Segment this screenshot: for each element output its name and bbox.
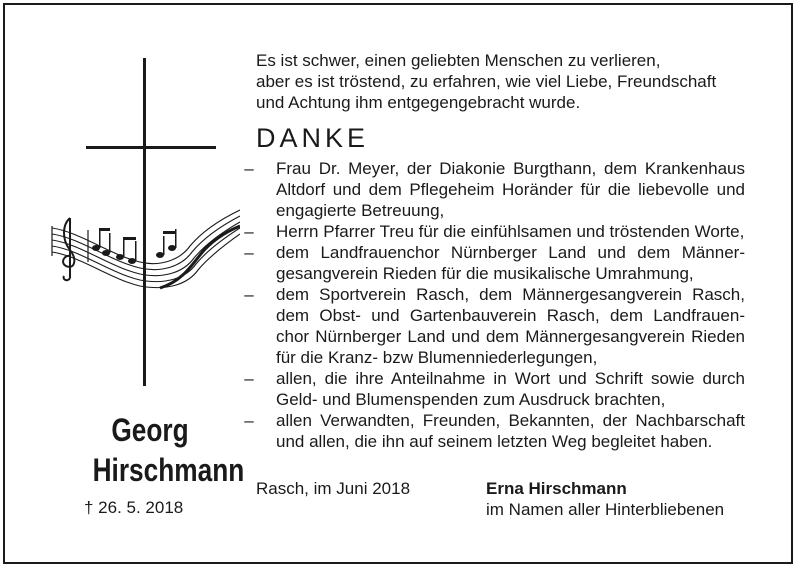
deceased-first-name: Georg	[111, 412, 189, 448]
thanks-list	[244, 158, 745, 452]
list-item	[244, 368, 745, 410]
item-line: und allen, die ihn auf seinem letzten Weg begleitet haben.	[276, 432, 713, 451]
list-item	[244, 284, 745, 368]
item-line: für die Kranz- bzw Blumenniederlegungen,	[276, 348, 598, 367]
signer-note: im Namen aller Hinterbliebenen	[486, 500, 725, 519]
dash-bullet: –	[244, 222, 254, 241]
heading-danke: DANKE	[256, 123, 370, 153]
intro-line: und Achtung ihm entgegengebracht wurde.	[256, 93, 581, 112]
signer-name: Erna Hirschmann	[486, 479, 627, 498]
item-line: Herrn Pfarrer Treu für die einfühlsamen und tröstenden Worte,	[276, 222, 745, 241]
item-line: allen, die ihre Anteilnahme in Wort und Schrift sowie durch	[276, 369, 745, 388]
left-column	[0, 0, 245, 571]
deceased-last-name: Hirschmann	[92, 452, 245, 488]
dash-bullet: –	[244, 369, 254, 388]
cross-icon	[86, 58, 216, 386]
item-line: Geld- und Blumenspenden zum Ausdruck brachten,	[276, 390, 666, 409]
dash-bullet: –	[244, 243, 254, 262]
deceased-name	[92, 410, 245, 490]
item-line: dem Landfrauenchor Nürnberger Land und dem Männer-	[276, 243, 745, 262]
item-line: gesangverein Rieden für die musikalische Umrahmung,	[276, 264, 694, 283]
dash-bullet: –	[244, 159, 254, 178]
item-line: Frau Dr. Meyer, der Diakonie Burgthann, dem Krankenhaus	[276, 159, 745, 178]
item-line: allen Verwandten, Freunden, Bekannten, der Nachbarschaft	[276, 411, 745, 430]
music-notes	[92, 228, 177, 264]
item-line: engagierte Betreuung,	[276, 201, 445, 220]
cross-and-music-decoration	[40, 50, 240, 390]
intro-line: aber es ist tröstend, zu erfahren, wie viel Liebe, Freundschaft	[256, 72, 717, 91]
item-line: dem Sportverein Rasch, dem Männergesangverein Rasch,	[276, 285, 745, 304]
signer-block	[486, 478, 724, 520]
item-line: dem Obst- und Gartenbauverein Rasch, dem Landfrauen-	[276, 306, 745, 325]
dash-bullet: –	[244, 411, 254, 430]
list-item	[244, 221, 745, 242]
intro-text	[256, 50, 745, 113]
item-line: Altdorf und dem Pflegeheim Horänder für die liebevolle und	[276, 180, 745, 199]
list-item	[244, 242, 745, 284]
death-date: † 26. 5. 2018	[84, 498, 184, 517]
main-text	[244, 50, 745, 452]
place-date: Rasch, im Juni 2018	[256, 479, 411, 498]
list-item	[244, 158, 745, 221]
list-item	[244, 410, 745, 452]
intro-line: Es ist schwer, einen geliebten Menschen zu verlieren,	[256, 51, 661, 70]
dash-bullet: –	[244, 285, 254, 304]
item-line: chor Nürnberger Land und dem Männergesangverein Rieden	[276, 327, 745, 346]
